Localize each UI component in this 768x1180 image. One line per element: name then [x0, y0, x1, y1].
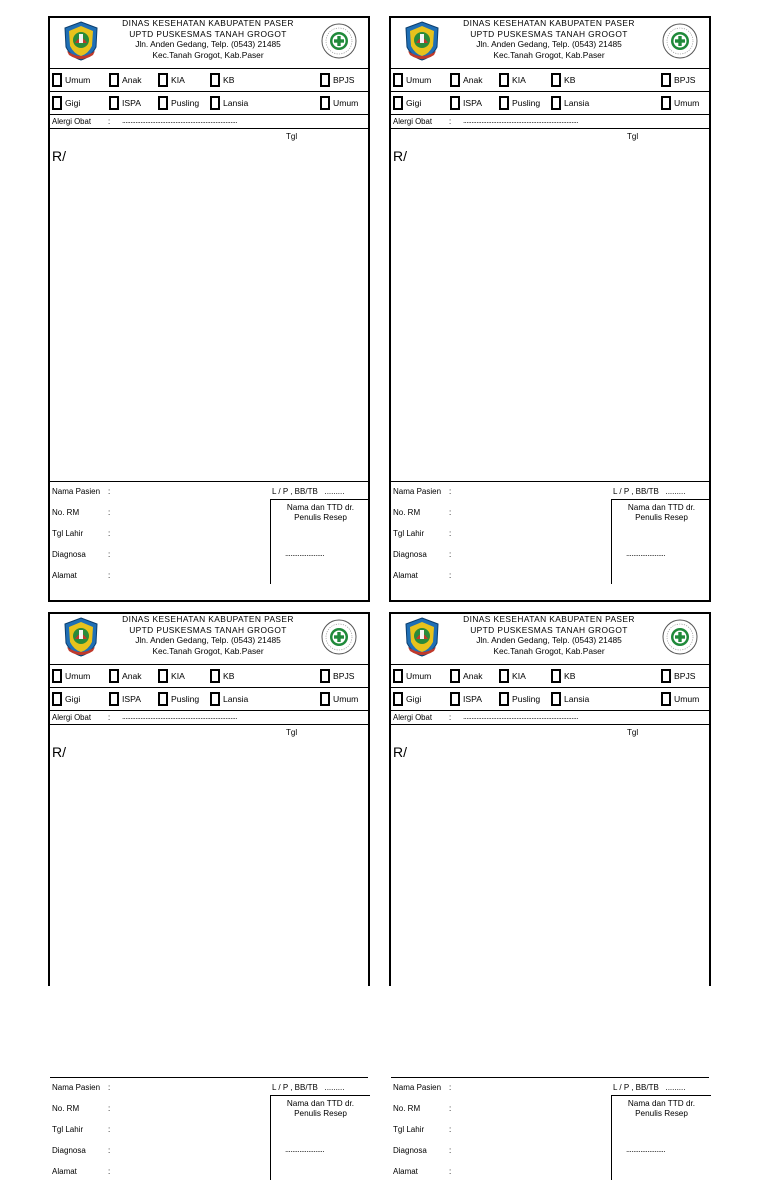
checkbox-kia[interactable]: KIA: [499, 669, 526, 683]
doctor-signature-box: Nama dan TTD dr. Penulis Resep ......................: [270, 499, 370, 584]
category-row-1: [391, 665, 709, 688]
signature-line[interactable]: ......................: [285, 1145, 325, 1154]
patient-rm-row: No. RM :: [393, 508, 452, 517]
header-line-agency: DINAS KESEHATAN KABUPATEN PASER: [122, 18, 294, 28]
checkbox-ispa[interactable]: ISPA: [109, 96, 141, 110]
checkbox-lansia[interactable]: Lansia: [551, 692, 589, 706]
puskesmas-emblem-icon: [661, 618, 699, 656]
checkbox-umum[interactable]: Umum: [52, 669, 90, 683]
form-header: [391, 614, 709, 665]
checkbox-kb[interactable]: KB: [210, 73, 234, 87]
checkbox-anak[interactable]: Anak: [450, 73, 483, 87]
puskesmas-emblem-icon: [661, 22, 699, 60]
patient-name-row: Nama Pasien :: [393, 487, 452, 496]
allergy-colon: :: [108, 713, 111, 722]
prescription-form: [389, 612, 711, 1176]
signature-line[interactable]: ......................: [626, 1145, 666, 1154]
checkbox-lansia[interactable]: Lansia: [210, 692, 248, 706]
category-row-2: [391, 92, 709, 115]
checkbox-umum-2[interactable]: Umum: [320, 692, 358, 706]
patient-address-row: Alamat :: [52, 1167, 111, 1176]
patient-address-row: Alamat :: [393, 1167, 452, 1176]
header-line-address: Jln. Anden Gedang, Telp. (0543) 21485: [135, 635, 281, 646]
prescription-area: [50, 725, 368, 1078]
allergy-label: Alergi Obat: [393, 713, 433, 722]
header-line-district: Kec.Tanah Grogot, Kab.Paser: [152, 49, 264, 60]
header-line-clinic: UPTD PUSKESMAS TANAH GROGOT: [470, 28, 628, 39]
checkbox-bpjs[interactable]: BPJS: [661, 669, 696, 683]
allergy-field[interactable]: .....................................................................: [122, 116, 237, 125]
patient-diagnosis-row: Diagnosa :: [393, 550, 452, 559]
checkbox-ispa[interactable]: ISPA: [450, 96, 482, 110]
puskesmas-emblem-icon: [320, 618, 358, 656]
allergy-row: [391, 115, 709, 129]
allergy-colon: :: [108, 117, 111, 126]
checkbox-anak[interactable]: Anak: [450, 669, 483, 683]
form-header: [50, 18, 368, 69]
patient-section: [391, 1078, 709, 1180]
allergy-label: Alergi Obat: [393, 117, 433, 126]
patient-section: [50, 482, 368, 584]
patient-name-row: Nama Pasien :: [52, 487, 111, 496]
checkbox-anak[interactable]: Anak: [109, 669, 142, 683]
checkbox-pusling[interactable]: Pusling: [499, 96, 540, 110]
header-line-clinic: UPTD PUSKESMAS TANAH GROGOT: [129, 28, 287, 39]
checkbox-kia[interactable]: KIA: [158, 73, 185, 87]
checkbox-lansia[interactable]: Lansia: [551, 96, 589, 110]
patient-diagnosis-row: Diagnosa :: [393, 1146, 452, 1155]
header-line-agency: DINAS KESEHATAN KABUPATEN PASER: [463, 614, 635, 624]
patient-dob-row: Tgl Lahir :: [52, 529, 111, 538]
allergy-row: [391, 711, 709, 725]
checkbox-kb[interactable]: KB: [210, 669, 234, 683]
checkbox-umum[interactable]: Umum: [393, 73, 431, 87]
kabupaten-paser-emblem-icon: [63, 21, 99, 61]
checkbox-umum-2[interactable]: Umum: [661, 692, 699, 706]
patient-address-row: Alamat :: [52, 571, 111, 580]
allergy-label: Alergi Obat: [52, 713, 92, 722]
rx-symbol: R/: [52, 744, 66, 760]
kabupaten-paser-emblem-icon: [63, 617, 99, 657]
prescription-form: [48, 612, 370, 1176]
gender-weight-field: L / P , BB/TB .........: [613, 487, 686, 496]
prescription-area: [50, 129, 368, 482]
gender-weight-field: L / P , BB/TB .........: [613, 1083, 686, 1092]
patient-diagnosis-row: Diagnosa :: [52, 1146, 111, 1155]
date-label: Tgl: [627, 728, 639, 737]
patient-name-row: Nama Pasien :: [393, 1083, 452, 1092]
header-line-address: Jln. Anden Gedang, Telp. (0543) 21485: [476, 39, 622, 50]
header-line-district: Kec.Tanah Grogot, Kab.Paser: [493, 49, 605, 60]
checkbox-kia[interactable]: KIA: [499, 73, 526, 87]
checkbox-bpjs[interactable]: BPJS: [661, 73, 696, 87]
checkbox-pusling[interactable]: Pusling: [158, 96, 199, 110]
checkbox-ispa[interactable]: ISPA: [109, 692, 141, 706]
header-line-district: Kec.Tanah Grogot, Kab.Paser: [152, 645, 264, 656]
form-header: [50, 614, 368, 665]
checkbox-ispa[interactable]: ISPA: [450, 692, 482, 706]
patient-dob-row: Tgl Lahir :: [52, 1125, 111, 1134]
category-row-2: [50, 92, 368, 115]
category-row-1: [50, 665, 368, 688]
patient-dob-row: Tgl Lahir :: [393, 529, 452, 538]
patient-section: [50, 1078, 368, 1180]
category-row-1: [50, 69, 368, 92]
patient-rm-row: No. RM :: [393, 1104, 452, 1113]
checkbox-umum[interactable]: Umum: [393, 669, 431, 683]
doctor-signature-box: Nama dan TTD dr. Penulis Resep ......................: [270, 1095, 370, 1180]
header-line-agency: DINAS KESEHATAN KABUPATEN PASER: [463, 18, 635, 28]
checkbox-pusling[interactable]: Pusling: [499, 692, 540, 706]
puskesmas-emblem-icon: [320, 22, 358, 60]
allergy-field[interactable]: .....................................................................: [463, 712, 578, 721]
form-header: [391, 18, 709, 69]
patient-address-row: Alamat :: [393, 571, 452, 580]
checkbox-anak[interactable]: Anak: [109, 73, 142, 87]
header-line-district: Kec.Tanah Grogot, Kab.Paser: [493, 645, 605, 656]
prescription-area: [391, 725, 709, 1078]
checkbox-kia[interactable]: KIA: [158, 669, 185, 683]
gender-weight-field: L / P , BB/TB .........: [272, 1083, 345, 1092]
allergy-field[interactable]: .....................................................................: [463, 116, 578, 125]
checkbox-umum-2[interactable]: Umum: [661, 96, 699, 110]
checkbox-gigi[interactable]: Gigi: [52, 96, 80, 110]
date-label: Tgl: [286, 132, 298, 141]
allergy-row: [50, 711, 368, 725]
allergy-row: [50, 115, 368, 129]
doctor-signature-box: Nama dan TTD dr. Penulis Resep ......................: [611, 1095, 711, 1180]
rx-symbol: R/: [393, 148, 407, 164]
allergy-colon: :: [449, 713, 452, 722]
rx-symbol: R/: [393, 744, 407, 760]
header-line-address: Jln. Anden Gedang, Telp. (0543) 21485: [476, 635, 622, 646]
gender-weight-field: L / P , BB/TB .........: [272, 487, 345, 496]
allergy-field[interactable]: .....................................................................: [122, 712, 237, 721]
header-line-clinic: UPTD PUSKESMAS TANAH GROGOT: [470, 624, 628, 635]
checkbox-umum[interactable]: Umum: [52, 73, 90, 87]
checkbox-pusling[interactable]: Pusling: [158, 692, 199, 706]
allergy-colon: :: [449, 117, 452, 126]
patient-rm-row: No. RM :: [52, 1104, 111, 1113]
allergy-label: Alergi Obat: [52, 117, 92, 126]
date-label: Tgl: [627, 132, 639, 141]
category-row-2: [391, 688, 709, 711]
category-row-1: [391, 69, 709, 92]
patient-name-row: Nama Pasien :: [52, 1083, 111, 1092]
signature-line[interactable]: ......................: [626, 549, 666, 558]
prescription-form: [48, 16, 370, 602]
checkbox-kb[interactable]: KB: [551, 669, 575, 683]
checkbox-bpjs[interactable]: BPJS: [320, 73, 355, 87]
checkbox-gigi[interactable]: Gigi: [52, 692, 80, 706]
date-label: Tgl: [286, 728, 298, 737]
checkbox-bpjs[interactable]: BPJS: [320, 669, 355, 683]
doctor-signature-box: Nama dan TTD dr. Penulis Resep ......................: [611, 499, 711, 584]
checkbox-gigi[interactable]: Gigi: [393, 96, 421, 110]
header-line-address: Jln. Anden Gedang, Telp. (0543) 21485: [135, 39, 281, 50]
header-line-agency: DINAS KESEHATAN KABUPATEN PASER: [122, 614, 294, 624]
checkbox-umum-2[interactable]: Umum: [320, 96, 358, 110]
patient-section: [391, 482, 709, 584]
checkbox-gigi[interactable]: Gigi: [393, 692, 421, 706]
prescription-form: [389, 16, 711, 602]
prescription-area: [391, 129, 709, 482]
patient-rm-row: No. RM :: [52, 508, 111, 517]
header-line-clinic: UPTD PUSKESMAS TANAH GROGOT: [129, 624, 287, 635]
kabupaten-paser-emblem-icon: [404, 21, 440, 61]
checkbox-lansia[interactable]: Lansia: [210, 96, 248, 110]
category-row-2: [50, 688, 368, 711]
patient-dob-row: Tgl Lahir :: [393, 1125, 452, 1134]
signature-line[interactable]: ......................: [285, 549, 325, 558]
rx-symbol: R/: [52, 148, 66, 164]
patient-diagnosis-row: Diagnosa :: [52, 550, 111, 559]
checkbox-kb[interactable]: KB: [551, 73, 575, 87]
kabupaten-paser-emblem-icon: [404, 617, 440, 657]
